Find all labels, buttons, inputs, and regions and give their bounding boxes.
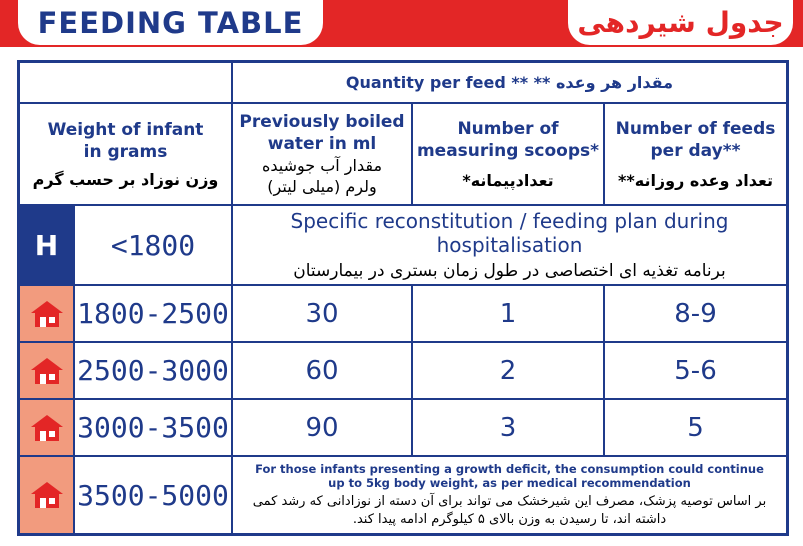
scoops-header-en-1: Number of: [457, 118, 559, 139]
home-icon: [19, 399, 74, 456]
row-feeds: [604, 399, 787, 456]
hospital-note-cell: [232, 205, 787, 285]
last-row-weight: 3500-5000: [77, 478, 229, 512]
feeds-header-en-2: per day**: [650, 140, 741, 161]
water-header-en-1: Previously boiled: [239, 112, 405, 132]
scoops-header-fa: تعدادپیمانه*: [462, 170, 554, 190]
water-header-en-2: water in ml: [267, 134, 377, 154]
hospital-weight: <1800: [110, 228, 196, 262]
row-water-value: 30: [305, 298, 339, 329]
row-scoops-value: 2: [499, 355, 517, 386]
home-icon-svg: [30, 414, 64, 442]
hospital-badge-letter: H: [34, 228, 59, 262]
weight-header-fa: وزن نوزاد بر حسب گرم: [32, 169, 219, 189]
row-water-value: 60: [305, 355, 339, 386]
header-empty-cell: [19, 62, 232, 103]
row-feeds-value: 5-6: [674, 355, 717, 386]
page-title-fa: جدول شیردهی: [577, 6, 784, 39]
home-icon: [19, 285, 74, 342]
row-weight-value: 2500-3000: [77, 354, 229, 387]
feeds-column-header: [604, 103, 787, 205]
row-weight: [74, 285, 232, 342]
home-icon-svg: [30, 357, 64, 385]
quantity-per-feed-label: Quantity per feed ** ** مقدار هر وعده: [345, 72, 674, 92]
home-icon: [19, 456, 74, 534]
row-scoops: [412, 342, 604, 399]
home-icon: [19, 342, 74, 399]
row-weight: [74, 399, 232, 456]
weight-header-en-1: Weight of infant: [47, 119, 204, 140]
row-scoops-value: 1: [499, 298, 517, 329]
row-water-value: 90: [305, 412, 339, 443]
row-water: [232, 342, 412, 399]
weight-header-en-2: in grams: [83, 141, 168, 162]
scoops-column-header: [412, 103, 604, 205]
row-feeds-value: 8-9: [674, 298, 717, 329]
hospital-icon: [19, 205, 74, 285]
last-row-note-en: For those infants presenting a growth deficit, the consumption could continue up to 5kg body weight, as per medical recommendation: [255, 461, 764, 490]
row-weight: [74, 342, 232, 399]
row-feeds: [604, 342, 787, 399]
home-icon-svg: [30, 300, 64, 328]
row-weight-value: 1800-2500: [77, 297, 229, 330]
last-row-weight-cell: [74, 456, 232, 534]
water-header-fa-2: ولرم (میلی لیتر): [267, 177, 377, 196]
hospital-note-en: Specific reconstitution / feeding plan during hospitalisation: [290, 208, 729, 257]
feeds-header-en-1: Number of feeds: [615, 118, 776, 139]
last-row-note-fa: بر اساس توصیه پزشک، مصرف این شیرخشک می تواند برای آن دسته از نوزادانی که رشد کمی داشته اند، تا رسیدن به وزن بالای ۵ کیلوگرم ادامه پیدا کند.: [252, 493, 767, 527]
title-tab-en: [18, 0, 323, 45]
row-weight-value: 3000-3500: [77, 411, 229, 444]
row-water: [232, 285, 412, 342]
feeding-table: [17, 60, 789, 536]
hospital-weight-cell: [74, 205, 232, 285]
last-row-note-cell: [232, 456, 787, 534]
quantity-per-feed-header: [232, 62, 787, 103]
hospital-note-fa: برنامه تغذیه ای اختصاصی در طول زمان بستری در بیمارستان: [293, 260, 726, 281]
row-water: [232, 399, 412, 456]
row-scoops: [412, 399, 604, 456]
row-scoops-value: 3: [499, 412, 517, 443]
row-feeds: [604, 285, 787, 342]
page-title-en: FEEDING TABLE: [37, 5, 304, 40]
title-tab-fa: [568, 0, 793, 45]
home-icon-svg: [30, 481, 64, 509]
row-feeds-value: 5: [687, 412, 704, 443]
water-column-header: [232, 103, 412, 205]
water-header-fa-1: مقدار آب جوشیده: [261, 156, 383, 175]
weight-column-header: [19, 103, 232, 205]
row-scoops: [412, 285, 604, 342]
scoops-header-en-2: measuring scoops*: [416, 140, 600, 161]
feeds-header-fa: تعداد وعده روزانه**: [618, 170, 773, 190]
